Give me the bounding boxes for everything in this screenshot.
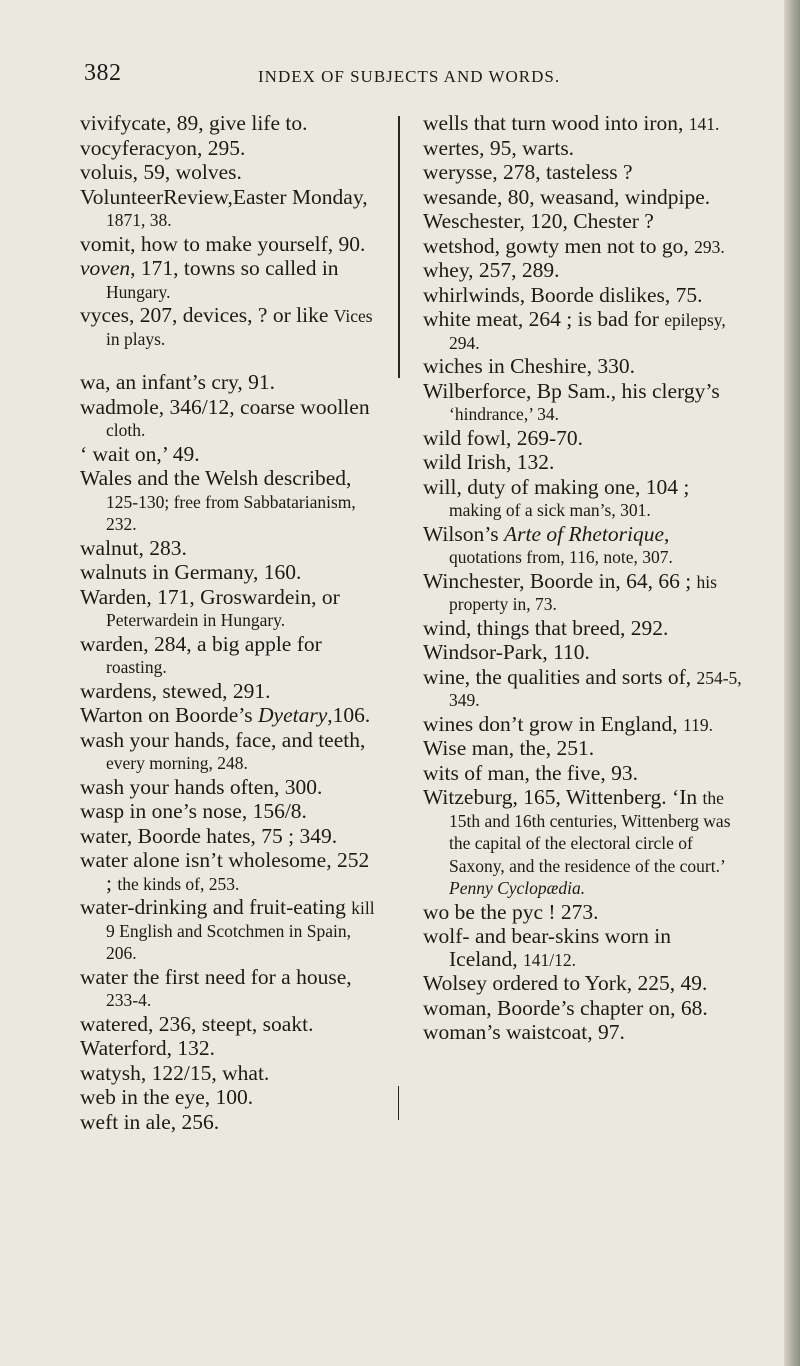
index-entry — [80, 776, 380, 799]
entry-main-text: woman’s waistcoat, 97. — [423, 1020, 625, 1044]
index-column-left — [80, 112, 380, 1135]
column-divider — [398, 116, 400, 378]
index-entry — [423, 997, 743, 1020]
entry-main-text: werysse, 278, tasteless ? — [423, 160, 633, 184]
entry-main-text: Warden, 171, Groswardein, or — [80, 584, 340, 609]
entry-main-text: wertes, 95, warts. — [423, 135, 575, 160]
entry-continuation: 254-5, 349. — [449, 667, 742, 710]
entry-continuation: his property in, 73. — [449, 571, 717, 614]
entry-continuation: Hungary. — [106, 281, 171, 302]
entry-main-text: VolunteerReview,Easter Monday, — [80, 184, 368, 209]
index-column-right — [423, 112, 743, 1046]
index-entry — [423, 137, 743, 160]
entry-continuation: 293. — [694, 236, 725, 257]
entry-main-text: ‘ wait on,’ 49. — [80, 441, 200, 466]
entry-main-text: Wise man, the, 251. — [423, 736, 595, 760]
entry-continuation: 1871, 38. — [106, 210, 172, 230]
entry-main-text: wines don’t grow in England, — [423, 711, 678, 736]
entry-main-text: Windsor-Park, 110. — [423, 640, 590, 664]
index-entry — [80, 849, 380, 894]
entry-main-text: Waterford, 132. — [80, 1036, 215, 1060]
index-entry — [423, 641, 743, 664]
entry-main-text: wine, the qualities and sorts of, — [423, 664, 692, 689]
index-entry — [423, 762, 743, 785]
entry-main-text: wolf- and bear-skins worn in Iceland, — [423, 924, 671, 971]
entry-main-text: Weschester, 120, Chester ? — [423, 209, 654, 233]
entry-main-text: Wolsey ordered to York, 225, 49. — [423, 971, 708, 995]
index-entry — [423, 737, 743, 760]
entry-continuation: roasting. — [106, 657, 167, 677]
entry-main-text: wadmole, 346/12, coarse woollen — [80, 394, 370, 419]
section-gap — [80, 351, 380, 371]
entry-continuation: making of a sick man’s, 301. — [449, 500, 651, 520]
entry-main-text: wo be the pyc ! 273. — [423, 899, 599, 924]
entry-main-text: wiches in Cheshire, 330. — [423, 354, 635, 378]
index-entry — [423, 380, 743, 425]
column-divider-lower — [398, 1086, 399, 1120]
index-entry — [80, 561, 380, 584]
index-entry — [80, 161, 380, 184]
entry-main-text: water alone isn’t wholesome, 252 ; — [80, 848, 370, 895]
index-entry — [423, 570, 743, 615]
index-entry — [423, 786, 743, 899]
index-entry — [80, 1111, 380, 1134]
index-entry — [80, 371, 380, 394]
entry-title-italic: Dyetary — [258, 703, 328, 727]
entry-main-text: wild fowl, 269-70. — [423, 425, 584, 450]
entry-main-text: walnuts in Germany, 160. — [80, 560, 302, 584]
entry-main-text: wash your hands, face, and teeth, — [80, 727, 366, 752]
page-number: 382 — [84, 60, 122, 86]
entry-main-text: walnut, 283. — [80, 535, 187, 560]
index-entry — [80, 1062, 380, 1085]
index-entry — [423, 1021, 743, 1044]
entry-main-text: watysh, 122/15, what. — [80, 1060, 270, 1085]
index-entry — [423, 901, 743, 924]
index-entry — [80, 729, 380, 774]
index-entry — [80, 800, 380, 823]
index-entry — [80, 396, 380, 441]
entry-main-text: vocyferacyon, 295. — [80, 135, 246, 160]
entry-main-text: Wilson’s — [423, 521, 504, 546]
entry-main-text: Wales and the Welsh described, — [80, 466, 352, 490]
index-entry — [80, 233, 380, 256]
entry-main-text: watered, 236, steept, soakt. — [80, 1011, 314, 1036]
entry-title-italic: Arte of Rhetorique — [503, 521, 664, 546]
index-entry — [80, 443, 380, 466]
index-entry — [80, 966, 380, 1011]
index-entry — [423, 235, 743, 258]
entry-continuation: kill 9 English and Scotchmen in Spain, 206. — [106, 898, 375, 963]
index-entry — [423, 112, 743, 135]
index-entry — [423, 713, 743, 736]
index-entry — [423, 427, 743, 450]
entry-continuation: Peterwardein in Hungary. — [106, 610, 286, 630]
entry-main-text: , 171, towns so called in — [130, 256, 339, 280]
index-entry — [80, 633, 380, 678]
index-entry — [80, 257, 380, 302]
index-entry — [80, 825, 380, 848]
entry-main-text: white meat, 264 ; is bad for — [423, 307, 659, 331]
index-entry — [423, 210, 743, 233]
entry-main-text: web in the eye, 100. — [80, 1085, 254, 1109]
index-entry — [80, 304, 380, 349]
index-entry — [80, 467, 380, 535]
entry-continuation: quotations from, 116, note, 307. — [449, 547, 673, 567]
index-entry — [80, 537, 380, 560]
index-entry — [423, 259, 743, 282]
entry-main-text: wild Irish, 132. — [423, 450, 555, 474]
page-header — [0, 60, 800, 96]
entry-continuation: 119. — [682, 714, 713, 735]
entry-continuation: 141/12. — [523, 949, 577, 970]
entry-main-text: water, Boorde hates, 75 ; 349. — [80, 823, 338, 848]
entry-continuation: ‘hindrance,’ 34. — [449, 404, 559, 424]
entry-continuation: cloth. — [106, 420, 146, 440]
index-entry — [80, 1037, 380, 1060]
entry-main-text: Warton on Boorde’s — [80, 703, 259, 727]
entry-main-text: wetshod, gowty men not to go, — [423, 233, 689, 258]
page-edge — [784, 0, 800, 1366]
entry-main-text: Winchester, Boorde in, 64, 66 ; — [423, 568, 692, 593]
entry-main-text: wa, an infant’s cry, 91. — [80, 370, 276, 394]
entry-main-text: weft in ale, 256. — [80, 1109, 220, 1134]
index-entry — [80, 137, 380, 160]
entry-continuation: epilepsy, 294. — [449, 310, 726, 353]
entry-main-text: Wilberforce, Bp Sam., his clergy’s — [423, 378, 720, 403]
entry-main-text: wits of man, the five, 93. — [423, 760, 638, 785]
entry-main-text: woman, Boorde’s chapter on, 68. — [423, 995, 708, 1020]
index-entry — [423, 925, 743, 970]
entry-main-text: wind, things that breed, 292. — [423, 615, 669, 640]
index-entry — [80, 1013, 380, 1036]
index-entry — [423, 476, 743, 521]
index-entry — [423, 523, 743, 568]
entry-main-text: wasp in one’s nose, 156/8. — [80, 799, 307, 823]
index-entry — [80, 704, 380, 727]
index-entry — [423, 161, 743, 184]
entry-main-text: water-drinking and fruit-eating — [80, 895, 346, 919]
index-entry — [423, 617, 743, 640]
entry-main-text: wash your hands often, 300. — [80, 774, 323, 799]
index-entry — [80, 112, 380, 135]
entry-main-text: warden, 284, a big apple for — [80, 631, 322, 656]
entry-main-text: vomit, how to make yourself, 90. — [80, 231, 366, 256]
entry-main-text: water the first need for a house, — [80, 964, 352, 989]
index-entry — [80, 586, 380, 631]
entry-main-text: Witzeburg, 165, Wittenberg. ‘In — [423, 785, 698, 809]
index-entry — [423, 284, 743, 307]
entry-main-text: wardens, stewed, 291. — [80, 678, 271, 703]
entry-continuation: every morning, 248. — [106, 753, 248, 773]
running-head: INDEX OF SUBJECTS AND WORDS. — [258, 67, 561, 86]
index-entry — [80, 186, 380, 231]
entry-main-text: voluis, 59, wolves. — [80, 160, 242, 184]
index-entry — [80, 1086, 380, 1109]
index-entry — [80, 896, 380, 964]
index-entry — [423, 972, 743, 995]
entry-continuation: Vices in plays. — [106, 306, 373, 349]
index-entry — [423, 308, 743, 353]
entry-headword-italic: voven — [80, 256, 131, 280]
index-entry — [423, 186, 743, 209]
index-entry — [423, 355, 743, 378]
entry-main-tail: , — [664, 521, 670, 546]
entry-main-tail: ,106. — [327, 703, 371, 727]
entry-continuation: 141. — [688, 114, 720, 134]
index-entry — [423, 451, 743, 474]
entry-main-text: wesande, 80, weasand, windpipe. — [423, 184, 711, 209]
entry-continuation: 125-130; free from Sabbatarianism, 232. — [106, 491, 356, 534]
index-entry — [80, 680, 380, 703]
entry-main-text: vivifycate, 89, give life to. — [80, 111, 308, 135]
entry-main-text: whey, 257, 289. — [423, 258, 560, 282]
entry-main-text: will, duty of making one, 104 ; — [423, 474, 690, 499]
entry-main-text: whirlwinds, Boorde dislikes, 75. — [423, 282, 703, 307]
index-entry — [423, 666, 743, 711]
entry-main-text: vyces, 207, devices, ? or like — [80, 303, 329, 327]
entry-continuation: 233-4. — [106, 990, 152, 1010]
entry-main-text: wells that turn wood into iron, — [423, 111, 684, 135]
entry-continuation: the kinds of, 253. — [117, 873, 240, 894]
entry-continuation: the 15th and 16th centuries, Wittenberg was the capital of the electoral circle of Saxony, and the residence of the court.’ — [449, 788, 731, 876]
entry-citation-italic: Penny Cyclopædia. — [449, 878, 586, 898]
